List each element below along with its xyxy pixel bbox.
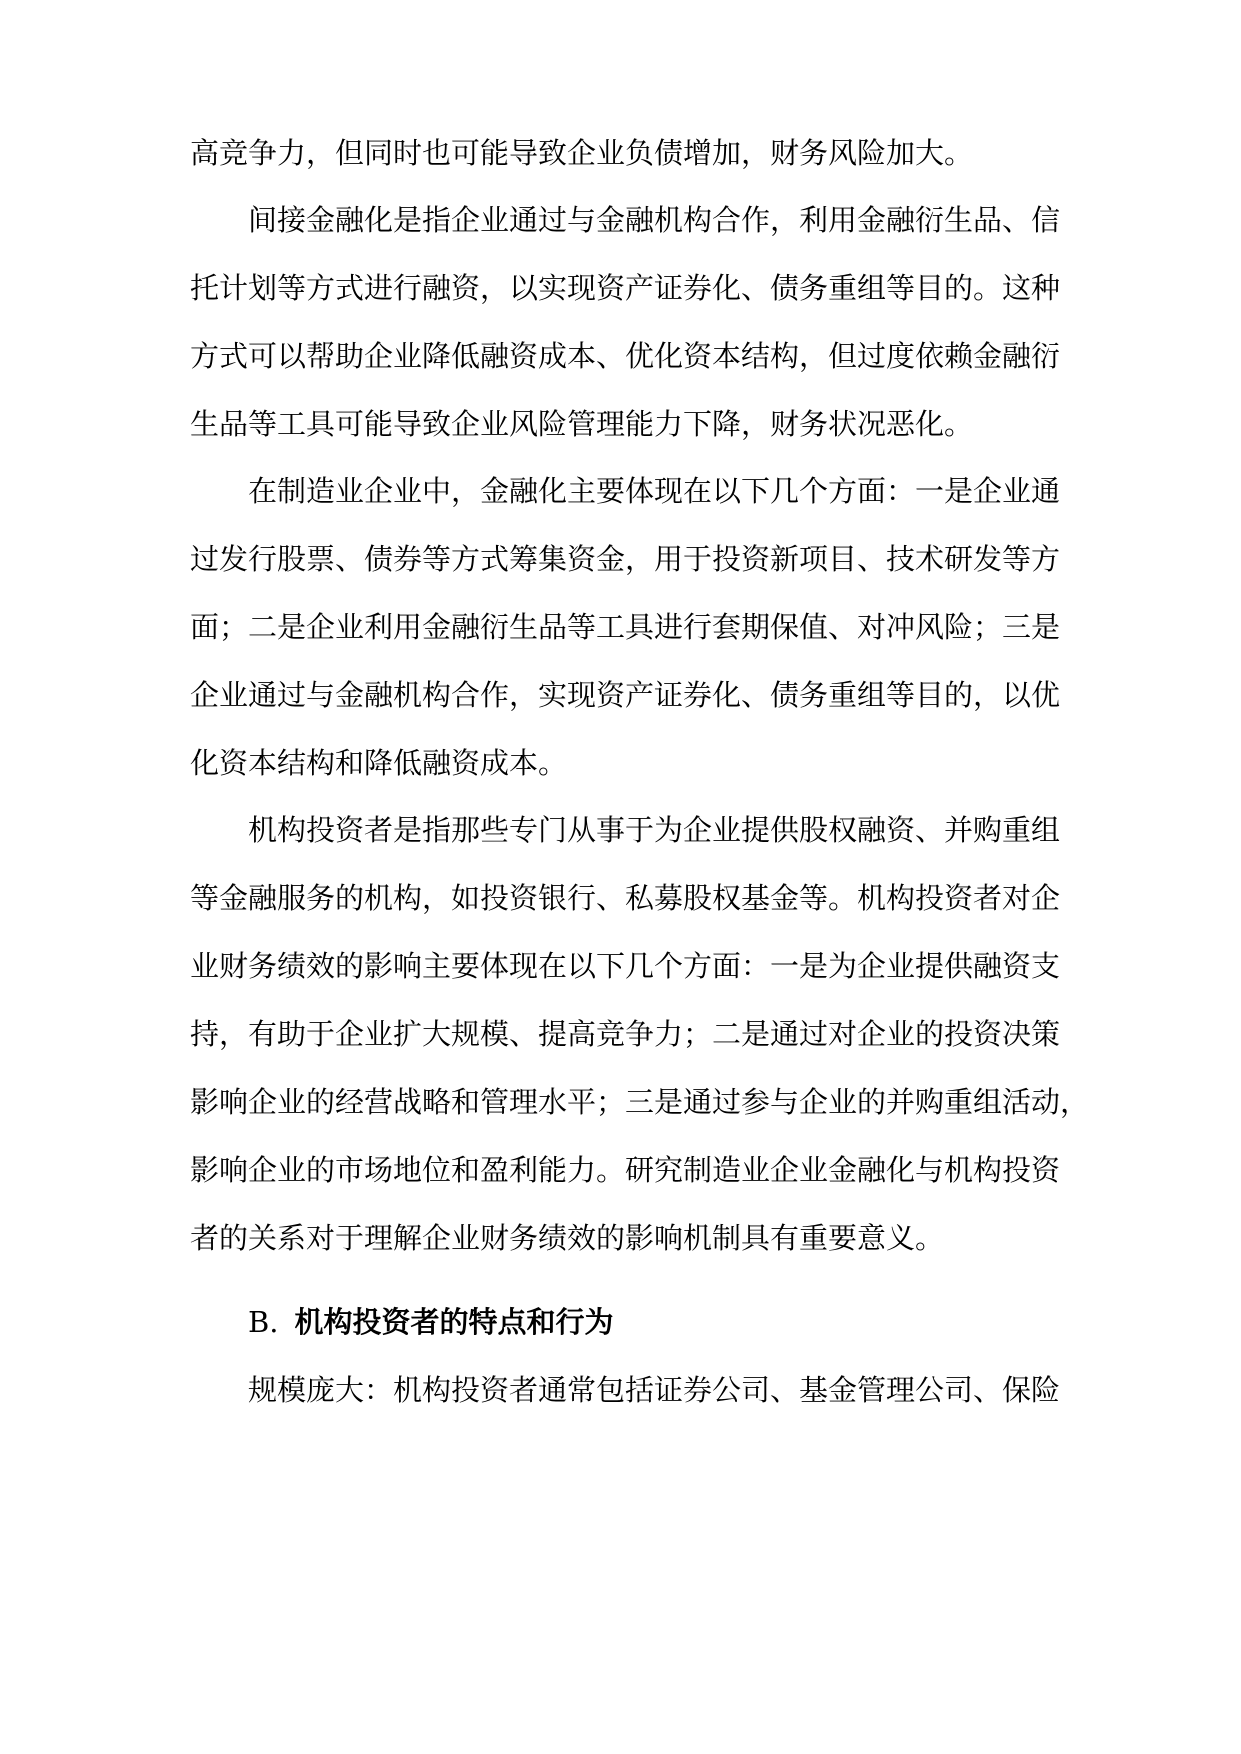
section-heading	[248, 1302, 1060, 1342]
section-title: 机构投资者的特点和行为	[294, 1305, 614, 1339]
paragraph-line: 方式可以帮助企业降低融资成本、优化资本结构，但过度依赖金融衍	[190, 339, 1061, 373]
paragraph-line: 过发行股票、债券等方式筹集资金，用于投资新项目、技术研发等方	[190, 542, 1061, 576]
paragraph-line: 企业通过与金融机构合作，实现资产证券化、债务重组等目的，以优	[190, 678, 1061, 712]
paragraph-line: 生品等工具可能导致企业风险管理能力下降，财务状况恶化。	[190, 407, 974, 441]
paragraph-line: 影响企业的市场地位和盈利能力。研究制造业企业金融化与机构投资	[190, 1153, 1061, 1187]
paragraph-line: 间接金融化是指企业通过与金融机构合作，利用金融衍生品、信	[248, 203, 1061, 237]
paragraph-line: 业财务绩效的影响主要体现在以下几个方面：一是为企业提供融资支	[190, 949, 1061, 983]
paragraph-line: 持，有助于企业扩大规模、提高竞争力；二是通过对企业的投资决策	[190, 1017, 1061, 1051]
paragraph-line: 托计划等方式进行融资，以实现资产证券化、债务重组等目的。这种	[190, 271, 1061, 305]
paragraph-line: 在制造业企业中，金融化主要体现在以下几个方面：一是企业通	[248, 474, 1061, 508]
paragraph-line: 化资本结构和降低融资成本。	[190, 746, 568, 780]
section-number: B.	[248, 1305, 279, 1339]
paragraph-line: 规模庞大：机构投资者通常包括证券公司、基金管理公司、保险	[248, 1373, 1061, 1407]
paragraph-line: 等金融服务的机构，如投资银行、私募股权基金等。机构投资者对企	[190, 881, 1061, 915]
paragraph-line: 高竞争力，但同时也可能导致企业负债增加，财务风险加大。	[190, 136, 974, 170]
paragraph-line: 者的关系对于理解企业财务绩效的影响机制具有重要意义。	[190, 1221, 945, 1255]
paragraph-line: 面；二是企业利用金融衍生品等工具进行套期保值、对冲风险；三是	[190, 610, 1061, 644]
paragraph-line: 机构投资者是指那些专门从事于为企业提供股权融资、并购重组	[248, 813, 1061, 847]
paragraph-line: 影响企业的经营战略和管理水平；三是通过参与企业的并购重组活动，	[190, 1085, 1090, 1119]
